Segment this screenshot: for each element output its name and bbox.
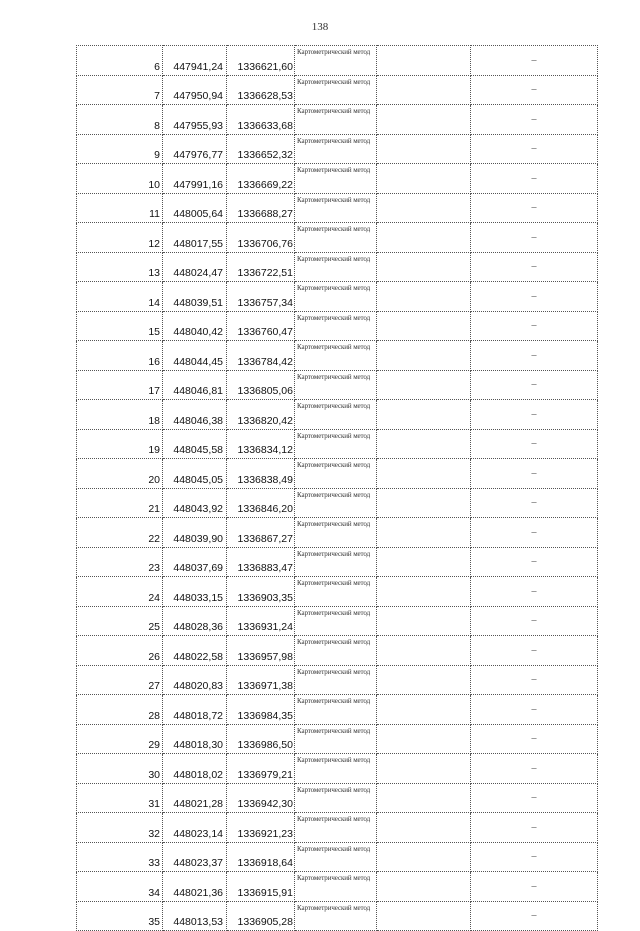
dash-cell: – — [471, 429, 598, 459]
point-number-cell: 35 — [77, 901, 163, 931]
method-cell: Картометрический метод — [295, 901, 377, 931]
x-coordinate-cell: 448037,69 — [163, 547, 227, 577]
point-number-cell: 7 — [77, 75, 163, 105]
table-row — [77, 46, 598, 76]
table-row — [77, 724, 598, 754]
table-row — [77, 105, 598, 135]
point-number-cell: 30 — [77, 754, 163, 784]
point-number-cell: 28 — [77, 695, 163, 725]
y-coordinate-cell: 1336971,38 — [227, 665, 295, 695]
empty-cell — [377, 665, 471, 695]
dash-cell: – — [471, 813, 598, 843]
y-coordinate-cell: 1336633,68 — [227, 105, 295, 135]
x-coordinate-cell: 448033,15 — [163, 577, 227, 607]
method-cell: Картометрический метод — [295, 577, 377, 607]
y-coordinate-cell: 1336757,34 — [227, 282, 295, 312]
method-cell: Картометрический метод — [295, 282, 377, 312]
point-number-cell: 22 — [77, 518, 163, 548]
point-number-cell: 31 — [77, 783, 163, 813]
point-number-cell: 15 — [77, 311, 163, 341]
x-coordinate-cell: 447950,94 — [163, 75, 227, 105]
method-cell: Картометрический метод — [295, 754, 377, 784]
method-cell: Картометрический метод — [295, 311, 377, 341]
point-number-cell: 13 — [77, 252, 163, 282]
empty-cell — [377, 518, 471, 548]
method-cell: Картометрический метод — [295, 665, 377, 695]
table-row — [77, 429, 598, 459]
point-number-cell: 25 — [77, 606, 163, 636]
empty-cell — [377, 783, 471, 813]
empty-cell — [377, 813, 471, 843]
x-coordinate-cell: 448013,53 — [163, 901, 227, 931]
method-cell: Картометрический метод — [295, 400, 377, 430]
x-coordinate-cell: 448020,83 — [163, 665, 227, 695]
y-coordinate-cell: 1336883,47 — [227, 547, 295, 577]
table-row — [77, 459, 598, 489]
table-row — [77, 252, 598, 282]
table-row — [77, 754, 598, 784]
point-number-cell: 11 — [77, 193, 163, 223]
x-coordinate-cell: 448022,58 — [163, 636, 227, 666]
empty-cell — [377, 488, 471, 518]
empty-cell — [377, 282, 471, 312]
y-coordinate-cell: 1336979,21 — [227, 754, 295, 784]
dash-cell: – — [471, 783, 598, 813]
y-coordinate-cell: 1336784,42 — [227, 341, 295, 371]
x-coordinate-cell: 447955,93 — [163, 105, 227, 135]
dash-cell: – — [471, 842, 598, 872]
y-coordinate-cell: 1336688,27 — [227, 193, 295, 223]
empty-cell — [377, 223, 471, 253]
method-cell: Картометрический метод — [295, 134, 377, 164]
x-coordinate-cell: 448039,90 — [163, 518, 227, 548]
empty-cell — [377, 695, 471, 725]
x-coordinate-cell: 448018,72 — [163, 695, 227, 725]
method-cell: Картометрический метод — [295, 252, 377, 282]
table-row — [77, 636, 598, 666]
table-row — [77, 311, 598, 341]
method-cell: Картометрический метод — [295, 695, 377, 725]
point-number-cell: 32 — [77, 813, 163, 843]
empty-cell — [377, 134, 471, 164]
x-coordinate-cell: 448043,92 — [163, 488, 227, 518]
method-cell: Картометрический метод — [295, 429, 377, 459]
method-cell: Картометрический метод — [295, 783, 377, 813]
method-cell: Картометрический метод — [295, 46, 377, 76]
y-coordinate-cell: 1336834,12 — [227, 429, 295, 459]
x-coordinate-cell: 448040,42 — [163, 311, 227, 341]
method-cell: Картометрический метод — [295, 724, 377, 754]
empty-cell — [377, 370, 471, 400]
empty-cell — [377, 547, 471, 577]
dash-cell: – — [471, 488, 598, 518]
table-row — [77, 842, 598, 872]
x-coordinate-cell: 448021,36 — [163, 872, 227, 902]
x-coordinate-cell: 448028,36 — [163, 606, 227, 636]
point-number-cell: 9 — [77, 134, 163, 164]
coordinates-table — [76, 45, 598, 931]
empty-cell — [377, 724, 471, 754]
y-coordinate-cell: 1336760,47 — [227, 311, 295, 341]
dash-cell: – — [471, 636, 598, 666]
point-number-cell: 8 — [77, 105, 163, 135]
table-row — [77, 164, 598, 194]
point-number-cell: 16 — [77, 341, 163, 371]
table-row — [77, 134, 598, 164]
table-row — [77, 341, 598, 371]
method-cell: Картометрический метод — [295, 223, 377, 253]
method-cell: Картометрический метод — [295, 459, 377, 489]
method-cell: Картометрический метод — [295, 75, 377, 105]
empty-cell — [377, 842, 471, 872]
method-cell: Картометрический метод — [295, 842, 377, 872]
table-row — [77, 606, 598, 636]
dash-cell: – — [471, 901, 598, 931]
page-number: 138 — [311, 21, 329, 33]
dash-cell: – — [471, 665, 598, 695]
empty-cell — [377, 459, 471, 489]
empty-cell — [377, 311, 471, 341]
empty-cell — [377, 105, 471, 135]
dash-cell: – — [471, 754, 598, 784]
table-row — [77, 695, 598, 725]
table-row — [77, 223, 598, 253]
dash-cell: – — [471, 370, 598, 400]
method-cell: Картометрический метод — [295, 636, 377, 666]
method-cell: Картометрический метод — [295, 193, 377, 223]
method-cell: Картометрический метод — [295, 872, 377, 902]
x-coordinate-cell: 448044,45 — [163, 341, 227, 371]
y-coordinate-cell: 1336905,28 — [227, 901, 295, 931]
y-coordinate-cell: 1336867,27 — [227, 518, 295, 548]
x-coordinate-cell: 448046,81 — [163, 370, 227, 400]
dash-cell: – — [471, 282, 598, 312]
dash-cell: – — [471, 695, 598, 725]
dash-cell: – — [471, 75, 598, 105]
dash-cell: – — [471, 164, 598, 194]
y-coordinate-cell: 1336820,42 — [227, 400, 295, 430]
method-cell: Картометрический метод — [295, 341, 377, 371]
point-number-cell: 19 — [77, 429, 163, 459]
empty-cell — [377, 164, 471, 194]
empty-cell — [377, 46, 471, 76]
point-number-cell: 14 — [77, 282, 163, 312]
dash-cell: – — [471, 724, 598, 754]
dash-cell: – — [471, 518, 598, 548]
y-coordinate-cell: 1336669,22 — [227, 164, 295, 194]
y-coordinate-cell: 1336903,35 — [227, 577, 295, 607]
y-coordinate-cell: 1336846,20 — [227, 488, 295, 518]
table-row — [77, 547, 598, 577]
dash-cell: – — [471, 105, 598, 135]
dash-cell: – — [471, 46, 598, 76]
method-cell: Картометрический метод — [295, 105, 377, 135]
dash-cell: – — [471, 577, 598, 607]
empty-cell — [377, 429, 471, 459]
y-coordinate-cell: 1336628,53 — [227, 75, 295, 105]
dash-cell: – — [471, 400, 598, 430]
point-number-cell: 20 — [77, 459, 163, 489]
point-number-cell: 34 — [77, 872, 163, 902]
empty-cell — [377, 400, 471, 430]
y-coordinate-cell: 1336621,60 — [227, 46, 295, 76]
table-row — [77, 518, 598, 548]
method-cell: Картометрический метод — [295, 518, 377, 548]
table-row — [77, 488, 598, 518]
y-coordinate-cell: 1336921,23 — [227, 813, 295, 843]
table-row — [77, 282, 598, 312]
method-cell: Картометрический метод — [295, 547, 377, 577]
y-coordinate-cell: 1336986,50 — [227, 724, 295, 754]
point-number-cell: 17 — [77, 370, 163, 400]
y-coordinate-cell: 1336915,91 — [227, 872, 295, 902]
point-number-cell: 27 — [77, 665, 163, 695]
table-row — [77, 400, 598, 430]
x-coordinate-cell: 448024,47 — [163, 252, 227, 282]
dash-cell: – — [471, 606, 598, 636]
dash-cell: – — [471, 134, 598, 164]
dash-cell: – — [471, 223, 598, 253]
y-coordinate-cell: 1336942,30 — [227, 783, 295, 813]
dash-cell: – — [471, 311, 598, 341]
dash-cell: – — [471, 872, 598, 902]
table-row — [77, 783, 598, 813]
y-coordinate-cell: 1336722,51 — [227, 252, 295, 282]
empty-cell — [377, 341, 471, 371]
table-row — [77, 872, 598, 902]
table-row — [77, 193, 598, 223]
point-number-cell: 10 — [77, 164, 163, 194]
point-number-cell: 33 — [77, 842, 163, 872]
table-row — [77, 901, 598, 931]
table-row — [77, 665, 598, 695]
point-number-cell: 26 — [77, 636, 163, 666]
empty-cell — [377, 872, 471, 902]
y-coordinate-cell: 1336838,49 — [227, 459, 295, 489]
point-number-cell: 6 — [77, 46, 163, 76]
x-coordinate-cell: 448023,37 — [163, 842, 227, 872]
x-coordinate-cell: 448045,58 — [163, 429, 227, 459]
point-number-cell: 21 — [77, 488, 163, 518]
coordinates-table-body — [77, 46, 598, 931]
method-cell: Картометрический метод — [295, 164, 377, 194]
point-number-cell: 12 — [77, 223, 163, 253]
x-coordinate-cell: 448023,14 — [163, 813, 227, 843]
x-coordinate-cell: 448021,28 — [163, 783, 227, 813]
x-coordinate-cell: 448005,64 — [163, 193, 227, 223]
y-coordinate-cell: 1336918,64 — [227, 842, 295, 872]
table-row — [77, 370, 598, 400]
method-cell: Картометрический метод — [295, 813, 377, 843]
dash-cell: – — [471, 252, 598, 282]
empty-cell — [377, 901, 471, 931]
table-row — [77, 75, 598, 105]
empty-cell — [377, 577, 471, 607]
empty-cell — [377, 193, 471, 223]
point-number-cell: 29 — [77, 724, 163, 754]
y-coordinate-cell: 1336706,76 — [227, 223, 295, 253]
empty-cell — [377, 606, 471, 636]
x-coordinate-cell: 448018,30 — [163, 724, 227, 754]
x-coordinate-cell: 448046,38 — [163, 400, 227, 430]
x-coordinate-cell: 448045,05 — [163, 459, 227, 489]
x-coordinate-cell: 448039,51 — [163, 282, 227, 312]
empty-cell — [377, 636, 471, 666]
method-cell: Картометрический метод — [295, 370, 377, 400]
method-cell: Картометрический метод — [295, 488, 377, 518]
dash-cell: – — [471, 547, 598, 577]
empty-cell — [377, 75, 471, 105]
empty-cell — [377, 754, 471, 784]
y-coordinate-cell: 1336652,32 — [227, 134, 295, 164]
point-number-cell: 18 — [77, 400, 163, 430]
x-coordinate-cell: 447941,24 — [163, 46, 227, 76]
x-coordinate-cell: 447976,77 — [163, 134, 227, 164]
point-number-cell: 24 — [77, 577, 163, 607]
x-coordinate-cell: 448017,55 — [163, 223, 227, 253]
x-coordinate-cell: 448018,02 — [163, 754, 227, 784]
dash-cell: – — [471, 341, 598, 371]
empty-cell — [377, 252, 471, 282]
y-coordinate-cell: 1336805,06 — [227, 370, 295, 400]
y-coordinate-cell: 1336931,24 — [227, 606, 295, 636]
dash-cell: – — [471, 193, 598, 223]
table-row — [77, 577, 598, 607]
y-coordinate-cell: 1336984,35 — [227, 695, 295, 725]
method-cell: Картометрический метод — [295, 606, 377, 636]
table-row — [77, 813, 598, 843]
y-coordinate-cell: 1336957,98 — [227, 636, 295, 666]
dash-cell: – — [471, 459, 598, 489]
x-coordinate-cell: 447991,16 — [163, 164, 227, 194]
point-number-cell: 23 — [77, 547, 163, 577]
